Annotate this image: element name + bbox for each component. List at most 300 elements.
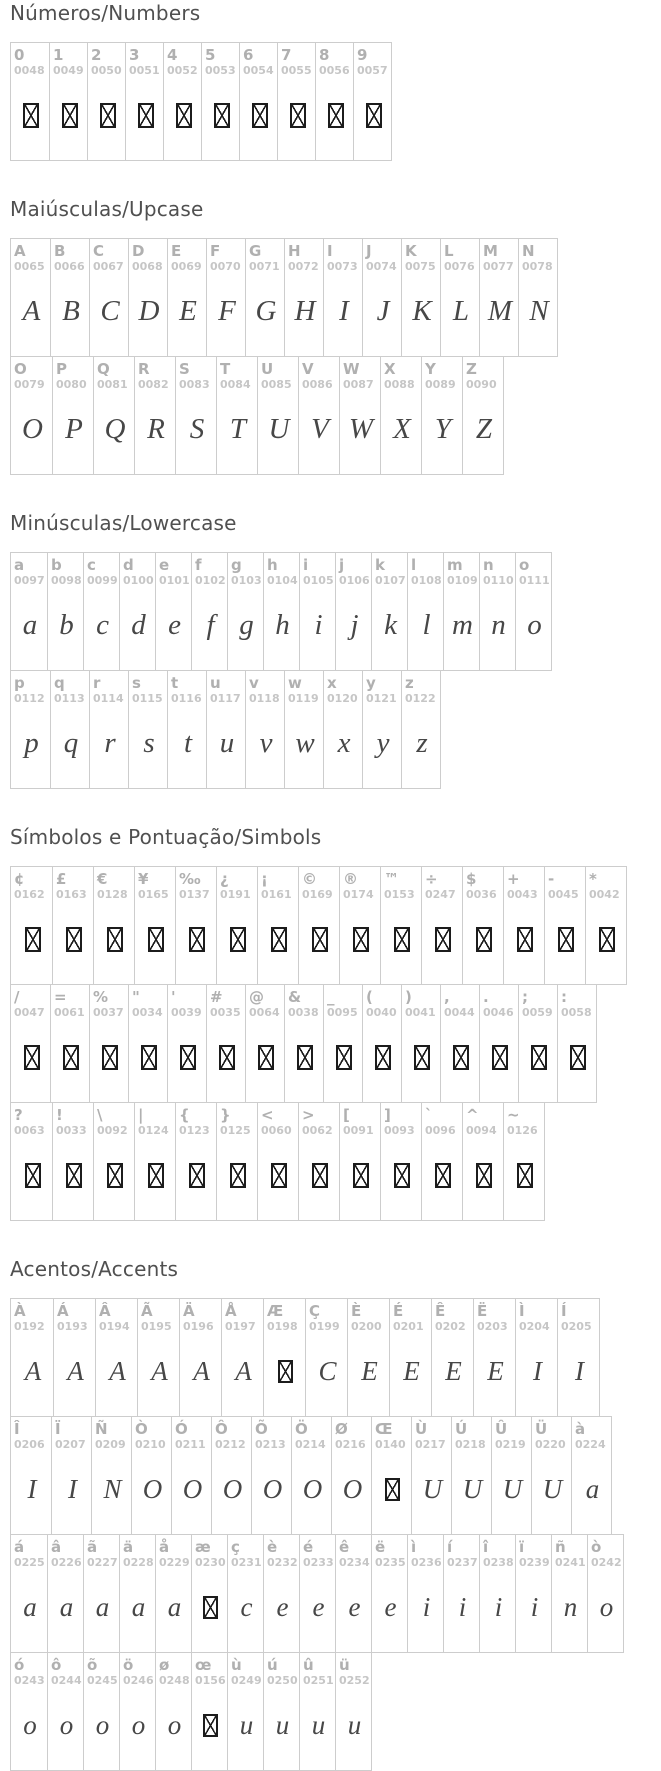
glyph-area [405,273,439,350]
glyph-letter: o [599,1592,614,1622]
glyph-letter: A [109,1356,126,1386]
missing-glyph-area [561,1019,595,1096]
cell-unicode-label: 0211 [175,1438,206,1451]
glyph-cell [171,1417,211,1534]
cell-character-label: Ü [535,1420,548,1438]
cell-unicode-label: 0193 [57,1320,88,1333]
glyph-letter: U [422,1474,443,1504]
cell-unicode-label: 0239 [519,1556,550,1569]
glyph-letter: u [311,1710,326,1740]
glyph-letter: u [219,727,235,759]
notdef-box-icon [230,927,246,952]
glyph-cell [191,1653,227,1770]
cell-character-label: Ã [141,1302,153,1320]
cell-character-label: Œ [375,1420,393,1438]
glyph-cell [339,867,380,984]
glyph-cell [299,1653,335,1770]
glyph-area [14,1333,52,1410]
glyph-cell [298,1103,339,1220]
cell-character-label: û [303,1656,314,1674]
cell-unicode-label: 0054 [243,64,274,77]
cell-character-label: = [54,988,67,1006]
glyph-cell [50,985,89,1102]
cell-unicode-label: 0237 [447,1556,478,1569]
glyph-cell [47,1653,83,1770]
glyph-area [483,273,517,350]
missing-glyph-area [179,901,215,978]
missing-glyph-area [589,901,625,978]
glyph-area [302,391,338,468]
glyph-letter: r [104,727,116,759]
glyph-area [267,1687,298,1764]
glyph-cell [479,239,518,356]
glyph-letter: X [393,413,411,445]
cell-unicode-label: 0053 [205,64,236,77]
glyph-area [159,1569,190,1646]
notdef-box-icon [435,1163,451,1188]
cell-unicode-label: 0124 [138,1124,169,1137]
glyph-letter: A [193,1356,210,1386]
cell-unicode-label: 0210 [135,1438,166,1451]
glyph-letter: x [337,727,351,759]
cell-unicode-label: 0232 [267,1556,298,1569]
cell-character-label: U [261,360,274,378]
glyph-letter: p [24,727,39,759]
cell-character-label: á [14,1538,25,1556]
cell-character-label: æ [195,1538,211,1556]
cell-unicode-label: 0116 [171,692,202,705]
glyph-cell [91,1417,131,1534]
cell-character-label: d [123,556,134,574]
cell-unicode-label: 0114 [93,692,124,705]
cell-character-label: È [351,1302,362,1320]
cell-character-label: j [339,556,345,574]
glyph-cell [503,1103,544,1220]
missing-glyph-area [210,1019,244,1096]
glyph-cell [531,1417,571,1534]
cell-unicode-label: 0102 [195,574,226,587]
cell-unicode-label: 0082 [138,378,169,391]
glyph-area [384,391,420,468]
glyph-cell [11,1653,47,1770]
glyph-cell [206,985,245,1102]
cell-unicode-label: 0058 [561,1006,592,1019]
cell-unicode-label: 0080 [56,378,87,391]
glyph-letter: t [183,727,193,759]
glyph-area [183,1333,220,1410]
glyph-area [555,1569,586,1646]
glyph-cell [587,1535,623,1652]
cell-character-label: ü [339,1656,350,1674]
cell-character-label: X [384,360,396,378]
missing-glyph-area [243,77,276,154]
glyph-letter: a [95,1592,110,1622]
glyph-area [171,705,205,782]
cell-character-label: s [132,674,141,692]
missing-glyph-area [319,77,352,154]
glyph-letter: l [422,609,431,641]
glyph-row [10,1298,600,1417]
cell-character-label: ) [405,988,412,1006]
section-title-accents: Acentos/Accents [10,1257,179,1281]
cell-unicode-label: 0063 [14,1124,45,1137]
cell-character-label: Ò [135,1420,148,1438]
missing-glyph-area [466,901,502,978]
glyph-letter: U [542,1474,563,1504]
glyph-letter: E [361,1356,378,1386]
glyph-cell [89,239,128,356]
cell-unicode-label: 0251 [303,1674,334,1687]
glyph-area [351,1333,388,1410]
cell-unicode-label: 0092 [97,1124,128,1137]
notdef-box-icon [278,1360,293,1383]
cell-unicode-label: 0216 [335,1438,366,1451]
glyph-area [575,1451,610,1528]
cell-character-label: m [447,556,463,574]
cell-unicode-label: 0212 [215,1438,246,1451]
notdef-box-icon [476,1163,492,1188]
cell-unicode-label: 0231 [231,1556,262,1569]
glyph-cell [167,671,206,788]
glyph-cell [362,239,401,356]
cell-character-label: L [444,242,454,260]
glyph-area [215,1451,250,1528]
cell-character-label: f [195,556,202,574]
missing-glyph-area [220,901,256,978]
glyph-cell [11,671,50,788]
glyph-cell [245,239,284,356]
glyph-area [231,1569,262,1646]
glyph-letter: o [95,1710,110,1740]
cell-unicode-label: 0060 [261,1124,292,1137]
cell-unicode-label: 0103 [231,574,262,587]
glyph-row [10,238,558,357]
missing-glyph-area [195,1687,226,1764]
glyph-letter: Q [104,413,126,445]
glyph-cell [315,43,353,160]
glyph-letter: O [262,1474,283,1504]
cell-character-label: " [132,988,140,1006]
glyph-area [132,273,166,350]
cell-character-label: G [249,242,262,260]
glyph-letter: E [487,1356,504,1386]
cell-character-label: C [93,242,105,260]
cell-character-label: 4 [167,46,178,64]
missing-glyph-area [171,1019,205,1096]
glyph-letter: D [138,295,160,327]
cell-unicode-label: 0069 [171,260,202,273]
glyph-letter: H [294,295,316,327]
cell-character-label: ( [366,988,373,1006]
cell-character-label: * [589,870,597,888]
cell-unicode-label: 0033 [56,1124,87,1137]
cell-character-label: W [343,360,360,378]
cell-character-label: $ [466,870,477,888]
cell-character-label: ä [123,1538,134,1556]
section-title-symbols: Símbolos e Pontuação/Simbols [10,825,322,849]
missing-glyph-area [93,1019,127,1096]
glyph-cell [50,239,89,356]
cell-character-label: O [14,360,27,378]
missing-glyph-area [366,1019,400,1096]
glyph-letter: R [147,413,165,445]
cell-unicode-label: 0153 [384,888,415,901]
missing-glyph-area [56,901,92,978]
glyph-cell [335,553,371,670]
cell-character-label: V [302,360,314,378]
glyph-letter: a [585,1474,600,1504]
glyph-cell [11,867,52,984]
section-lowercase [10,512,661,789]
missing-glyph-area [466,1137,502,1214]
section-upcase [10,198,661,475]
glyph-letter: a [59,1592,74,1622]
cell-unicode-label: 0066 [54,260,85,273]
glyph-letter: A [235,1356,252,1386]
cell-character-label: } [220,1106,231,1124]
cell-character-label: P [56,360,67,378]
notdef-box-icon [66,1163,82,1188]
glyph-cell [11,1299,53,1416]
glyph-letter: e [168,609,181,641]
cell-unicode-label: 0195 [141,1320,172,1333]
cell-character-label: ® [343,870,358,888]
cell-unicode-label: 0099 [87,574,118,587]
glyph-cell [11,985,50,1102]
missing-glyph-area [548,901,584,978]
cell-unicode-label: 0125 [220,1124,251,1137]
cell-unicode-label: 0075 [405,260,436,273]
glyph-cell [47,553,83,670]
glyph-cell [503,867,544,984]
glyph-cell [515,1299,557,1416]
glyph-area [435,1333,472,1410]
glyph-area [425,391,461,468]
glyph-area [327,273,361,350]
cell-unicode-label: 0113 [54,692,85,705]
missing-glyph-area [375,1451,410,1528]
glyph-cell [191,553,227,670]
glyph-cell [128,985,167,1102]
cell-unicode-label: 0247 [425,888,456,901]
glyph-cell [462,867,503,984]
glyph-area [54,273,88,350]
missing-glyph-area [91,77,124,154]
cell-character-label: 7 [281,46,292,64]
cell-unicode-label: 0056 [319,64,350,77]
cell-character-label: D [132,242,145,260]
notdef-box-icon [414,1045,430,1070]
cell-unicode-label: 0087 [343,378,374,391]
cell-character-label: é [303,1538,314,1556]
glyph-letter: O [142,1474,163,1504]
glyph-letter: b [59,609,74,641]
missing-glyph-area [425,1137,461,1214]
glyph-area [171,273,205,350]
notdef-box-icon [297,1045,313,1070]
cell-character-label: J [366,242,372,260]
cell-unicode-label: 0198 [267,1320,298,1333]
notdef-box-icon [290,103,306,128]
glyph-letter: O [182,1474,203,1504]
glyph-cell [227,1653,263,1770]
glyph-letter: i [422,1592,431,1622]
glyph-cell [299,1535,335,1652]
glyph-letter: c [96,609,109,641]
cell-character-label: @ [249,988,264,1006]
glyph-cell [93,867,134,984]
glyph-area [466,391,502,468]
cell-unicode-label: 0117 [210,692,241,705]
glyph-cell [83,553,119,670]
cell-character-label: œ [195,1656,212,1674]
cell-unicode-label: 0089 [425,378,456,391]
glyph-row [10,356,504,475]
cell-unicode-label: 0201 [393,1320,424,1333]
glyph-area [14,273,49,350]
glyph-letter: o [167,1710,182,1740]
missing-glyph-area [343,901,379,978]
cell-unicode-label: 0044 [444,1006,475,1019]
missing-glyph-area [357,77,390,154]
glyph-letter: i [314,609,323,641]
cell-unicode-label: 0204 [519,1320,550,1333]
glyph-cell [87,43,125,160]
cell-unicode-label: 0085 [261,378,292,391]
cell-character-label: n [483,556,494,574]
glyph-letter: L [452,295,470,327]
glyph-area [535,1451,570,1528]
notdef-box-icon [385,1478,400,1501]
cell-unicode-label: 0071 [249,260,280,273]
glyph-cell [11,1417,51,1534]
cell-unicode-label: 0236 [411,1556,442,1569]
glyph-area [138,391,174,468]
cell-unicode-label: 0070 [210,260,241,273]
notdef-box-icon [328,103,344,128]
glyph-cell [239,43,277,160]
cell-character-label: v [249,674,259,692]
cell-character-label: R [138,360,150,378]
glyph-area [141,1333,178,1410]
glyph-area [375,587,406,664]
glyph-area [87,587,118,664]
glyph-cell [179,1299,221,1416]
cell-character-label: c [87,556,96,574]
missing-glyph-area [14,77,48,154]
cell-unicode-label: 0191 [220,888,251,901]
glyph-cell [284,239,323,356]
glyph-area [56,391,92,468]
glyph-cell [51,1417,91,1534]
missing-glyph-area [281,77,314,154]
glyph-cell [389,1299,431,1416]
glyph-area [561,1333,598,1410]
missing-glyph-area [14,901,51,978]
glyph-area [123,1569,154,1646]
glyph-cell [305,1299,347,1416]
glyph-cell [362,985,401,1102]
missing-glyph-area [220,1137,256,1214]
glyph-cell [52,1103,93,1220]
glyph-letter: N [103,1474,122,1504]
glyph-area [415,1451,450,1528]
missing-glyph-area [14,1019,49,1096]
cell-unicode-label: 0119 [288,692,319,705]
cell-unicode-label: 0162 [14,888,45,901]
glyph-area [14,391,51,468]
cell-unicode-label: 0249 [231,1674,262,1687]
glyph-cell [119,1535,155,1652]
cell-unicode-label: 0096 [425,1124,456,1137]
cell-unicode-label: 0122 [405,692,436,705]
cell-character-label: Æ [267,1302,284,1320]
glyph-cell [518,239,557,356]
glyph-area [93,705,127,782]
glyph-area [335,1451,370,1528]
notdef-box-icon [23,103,39,128]
glyph-area [519,587,550,664]
glyph-cell [257,1103,298,1220]
notdef-box-icon [492,1045,508,1070]
glyph-area [366,705,400,782]
cell-unicode-label: 0220 [535,1438,566,1451]
glyph-area [220,391,256,468]
notdef-box-icon [476,927,492,952]
glyph-cell [175,1103,216,1220]
cell-unicode-label: 0229 [159,1556,190,1569]
missing-glyph-area [195,1569,226,1646]
glyph-cell [263,1535,299,1652]
glyph-cell [11,1103,52,1220]
cell-character-label: - [548,870,555,888]
cell-unicode-label: 0115 [132,692,163,705]
cell-character-label: a [14,556,25,574]
cell-unicode-label: 0108 [411,574,442,587]
glyph-cell [298,867,339,984]
glyph-cell [227,553,263,670]
glyph-letter: U [502,1474,523,1504]
cell-character-label: 3 [129,46,140,64]
glyph-letter: e [348,1592,361,1622]
cell-unicode-label: 0218 [455,1438,486,1451]
glyph-cell [371,1535,407,1652]
glyph-cell [443,1535,479,1652]
cell-unicode-label: 0165 [138,888,169,901]
cell-character-label: Y [425,360,436,378]
glyph-cell [216,357,257,474]
cell-character-label: Â [99,1302,111,1320]
cell-character-label: ¢ [14,870,25,888]
cell-unicode-label: 0077 [483,260,514,273]
notdef-box-icon [517,927,533,952]
glyph-cell [50,671,89,788]
cell-unicode-label: 0243 [14,1674,45,1687]
glyph-letter: M [487,295,513,327]
glyph-cell [473,1299,515,1416]
glyph-area [231,587,262,664]
glyph-letter: d [131,609,146,641]
cell-character-label: ] [384,1106,391,1124]
glyph-letter: Y [434,413,452,445]
missing-glyph-area [343,1137,379,1214]
glyph-cell [137,1299,179,1416]
missing-glyph-area [205,77,238,154]
cell-unicode-label: 0105 [303,574,334,587]
glyph-cell [347,1299,389,1416]
glyph-letter: v [259,727,273,759]
glyph-cell [163,43,201,160]
